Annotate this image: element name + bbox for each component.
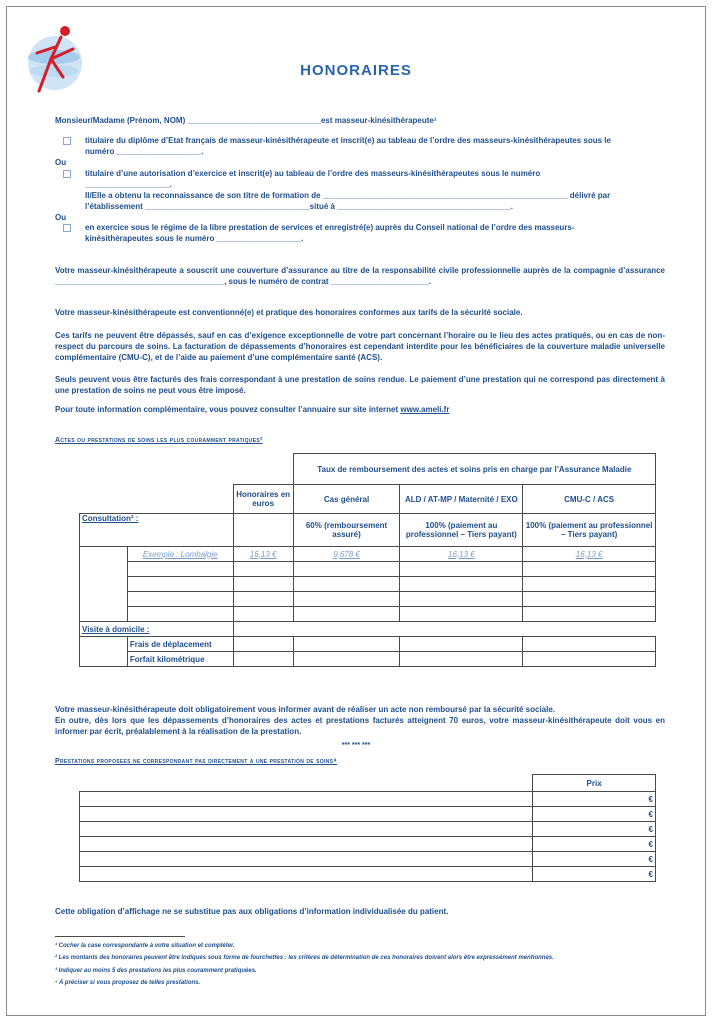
forfait-label: Forfait kilométrique xyxy=(127,652,233,667)
col-honoraires: Honoraires en euros xyxy=(233,485,293,514)
col-ald: ALD / AT-MP / Maternité / EXO xyxy=(400,485,523,514)
consultation-label: Consultation² : xyxy=(80,514,234,547)
seuls-text: Seuls peuvent vous être facturés des frais correspondant à une prestation de soins rendue. Le paiement d’une prestation qui ne correspond pas directement à une prestation de soins ne peut vous être imposé. xyxy=(55,375,665,395)
checkbox-option-1[interactable] xyxy=(63,137,71,145)
option-3-line-2: kinésithérapeutes sous le numéro ___________________. xyxy=(85,234,304,243)
col-cas-general: Cas général xyxy=(293,485,400,514)
conventionne-text: Votre masseur-kinésithérapeute est conventionné(e) et pratique des honoraires conformes aux tarifs de la sécurité sociale. xyxy=(55,308,523,317)
option-1-line-1: titulaire du diplôme d’Etat français de masseur-kinésithérapeute et inscrit(e) au tableau de l’ordre des masseurs-kinésithérapeutes sous le xyxy=(85,136,611,145)
euro-cell: € xyxy=(533,837,656,852)
table-row xyxy=(80,607,656,622)
ald-rate: 100% (paiement au professionnel – Tiers payant) xyxy=(400,514,523,547)
page-title: HONORAIRES xyxy=(300,62,412,79)
checkbox-option-3[interactable] xyxy=(63,224,71,232)
example-label: Exemple : Lombalgie xyxy=(127,547,233,562)
cmu-rate: 100% (paiement au professionnel – Tiers payant) xyxy=(523,514,656,547)
obligation-text-2: En outre, dès lors que les dépassements d’honoraires des actes et prestations facturés atteignent 70 euros, votre masseur-kinésithérapeute doit vous en informer par écrit, préalablement à la réalisation de la prestation. xyxy=(55,716,665,736)
table-row xyxy=(80,792,656,807)
prestations-table xyxy=(79,774,656,882)
option-2-line-3: Il/Elle a obtenu la reconnaissance de son titre de formation de _______________________________________________________ délivré par xyxy=(85,191,611,200)
option-1-line-2: numéro ___________________. xyxy=(85,147,204,156)
example-honoraires: 16,13 € xyxy=(233,547,293,562)
table-row xyxy=(80,837,656,852)
separator-stars: *** *** *** xyxy=(341,742,371,749)
option-3-line-1: en exercice sous le régime de la libre prestation de services et enregistré(e) auprès du Conseil national de l’ordre des masseurs- xyxy=(85,223,575,232)
option-2-line-2: ___________________. xyxy=(85,180,172,189)
taux-header: Taux de remboursement des actes et soins pris en charge par l’Assurance Maladie xyxy=(293,454,655,485)
table-row xyxy=(80,807,656,822)
ameli-link[interactable]: www.ameli.fr xyxy=(400,405,450,414)
euro-cell: € xyxy=(533,867,656,882)
info-label: Pour toute information complémentaire, vous pouvez consulter l’annuaire sur site internet xyxy=(55,405,401,414)
checkbox-option-2[interactable] xyxy=(63,170,71,178)
section-1-heading: Actes ou prestations de soins les plus couramment pratiques² xyxy=(55,437,263,444)
option-2-line-1: titulaire d’une autorisation d’exercice et inscrit(e) au tableau de l’ordre des masseurs-kinésithérapeutes sous le numéro xyxy=(85,169,541,178)
fees-table xyxy=(79,453,656,667)
visite-label: Visite à domicile : xyxy=(80,622,234,637)
table-row xyxy=(80,577,656,592)
euro-cell: € xyxy=(533,792,656,807)
euro-cell: € xyxy=(533,822,656,837)
frais-label: Frais de déplacement xyxy=(127,637,233,652)
cas-rate: 60% (remboursement assuré) xyxy=(293,514,400,547)
footnote-1: ¹ Cocher la case correspondante à votre situation et compléter. xyxy=(55,943,235,949)
prix-header: Prix xyxy=(533,775,656,792)
example-ald: 16,13 € xyxy=(400,547,523,562)
footnote-2: ² Les montants des honoraires peuvent être indiqués sous forme de fourchettes : les critères de détermination de ces honoraires doivent alors être expressément mentionnés. xyxy=(55,955,554,961)
info-text xyxy=(55,404,665,415)
col-cmu: CMU-C / ACS xyxy=(523,485,656,514)
table-row xyxy=(80,592,656,607)
closing-text: Cette obligation d’affichage ne se substitue pas aux obligations d’information individualisée du patient. xyxy=(55,907,449,916)
table-row xyxy=(80,562,656,577)
table-row xyxy=(80,822,656,837)
option-2-line-4: l’établissement _____________________________________situé à _______________________________________. xyxy=(85,202,513,211)
footnote-4: ⁴ A préciser si vous proposez de telles prestations. xyxy=(55,980,201,986)
document-page xyxy=(6,6,706,1016)
ou-label: Ou xyxy=(55,213,67,222)
footnote-3: ³ Indiquer au moins 5 des prestations les plus couramment pratiquées. xyxy=(55,968,257,974)
example-cas: 9,678 € xyxy=(293,547,400,562)
intro-line: Monsieur/Madame (Prénom, NOM) ______________________________est masseur-kinésithérapeute¹ xyxy=(55,116,437,125)
ou-label: Ou xyxy=(55,158,67,167)
insurance-text: Votre masseur-kinésithérapeute a souscrit une couverture d’assurance au titre de la responsabilité civile professionnelle auprès de la compagnie d’assurance ______________________________________, sous le numéro de contrat ______________________. xyxy=(55,266,665,286)
table-row xyxy=(80,852,656,867)
euro-cell: € xyxy=(533,852,656,867)
table-row xyxy=(80,867,656,882)
example-cmu: 16,13 € xyxy=(523,547,656,562)
section-2-heading: Prestations proposees ne correspondant pas directement a une prestation de soins⁴ xyxy=(55,758,337,765)
depassement-text: Ces tarifs ne peuvent être dépassés, sauf en cas d’exigence exceptionnelle de votre part concernant l’horaire ou le lieu des actes pratiqués, ou en cas de non-respect du parcours de soins. La facturation de dépassements d’honoraires est cependant interdite pour les bénéficiaires de la couverture maladie universelle complémentaire (CMU-C), et de l’aide au paiement d’une complémentaire santé (ACS). xyxy=(55,331,665,362)
obligation-text-1: Votre masseur-kinésithérapeute doit obligatoirement vous informer avant de réaliser un acte non remboursé par la sécurité sociale. xyxy=(55,705,556,714)
euro-cell: € xyxy=(533,807,656,822)
footnote-divider xyxy=(55,936,185,937)
